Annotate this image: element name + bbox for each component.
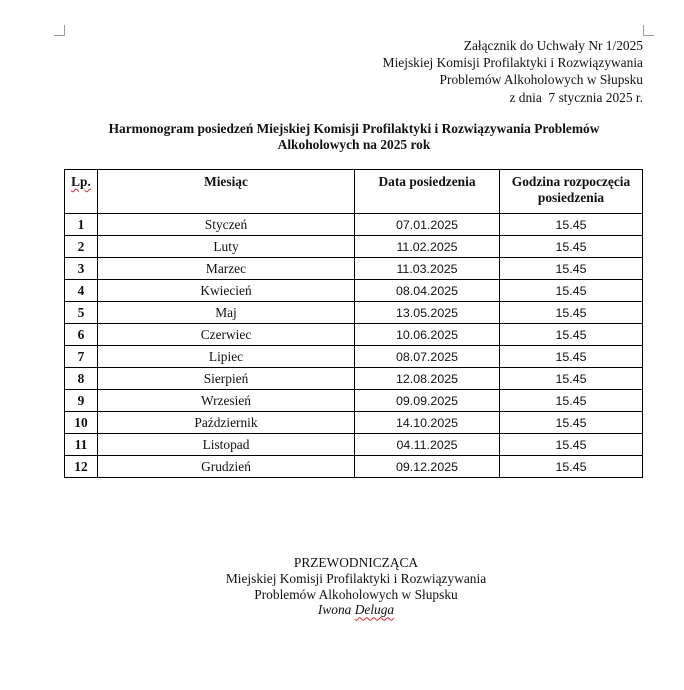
attachment-line: Załącznik do Uchwały Nr 1/2025 [463,38,643,53]
hour-cell: 15.45 [500,434,643,456]
row-number: 11 [65,434,98,456]
table-row [65,214,643,236]
table-row [65,368,643,390]
date-cell: 09.09.2025 [355,390,500,412]
date-line: z dnia 7 stycznia 2025 r. [509,89,643,105]
row-number: 9 [65,390,98,412]
hour-cell: 15.45 [500,302,643,324]
row-number: 1 [65,214,98,236]
hour-cell: 15.45 [500,412,643,434]
page-corner-mark-top-left [54,25,65,36]
date-cell: 08.07.2025 [355,346,500,368]
row-number: 10 [65,412,98,434]
month-cell: Lipiec [98,346,355,368]
signature-role: PRZEWODNICZĄCA [293,555,419,570]
month-cell: Listopad [98,434,355,456]
date-cell: 08.04.2025 [355,280,500,302]
table-row [65,324,643,346]
month-cell: Maj [98,302,355,324]
hour-cell: 15.45 [500,280,643,302]
column-header-date: Data posiedzenia [355,170,500,214]
month-cell: Wrzesień [98,390,355,412]
table-row [65,258,643,280]
date-cell: 07.01.2025 [355,214,500,236]
meeting-schedule-table [64,169,643,478]
committee-line: Miejskiej Komisji Profilaktyki i Rozwiązywania [382,55,643,71]
row-number: 8 [65,368,98,390]
month-cell: Sierpień [98,368,355,390]
month-cell: Kwiecień [98,280,355,302]
table-body [65,214,643,478]
row-number: 2 [65,236,98,258]
date-cell: 11.02.2025 [355,236,500,258]
column-header-lp: Lp. [65,170,98,214]
row-number: 6 [65,324,98,346]
date-cell: 04.11.2025 [355,434,500,456]
row-number: 5 [65,302,98,324]
hour-cell: 15.45 [500,236,643,258]
signature-name: Iwona Deluga [317,602,395,618]
table-row [65,236,643,258]
signature-committee-line: Miejskiej Komisji Profilaktyki i Rozwiązywania [225,570,487,586]
row-number: 12 [65,456,98,478]
row-number: 3 [65,258,98,280]
page-corner-mark-top-right [643,25,654,36]
hour-cell: 15.45 [500,258,643,280]
date-cell: 10.06.2025 [355,324,500,346]
hour-cell: 15.45 [500,214,643,236]
month-cell: Październik [98,412,355,434]
month-cell: Styczeń [98,214,355,236]
table-row [65,280,643,302]
table-row [65,390,643,412]
table-row [65,434,643,456]
date-cell: 14.10.2025 [355,412,500,434]
title-line-1: Harmonogram posiedzeń Miejskiej Komisji Profilaktyki i Rozwiązywania Problemów [108,121,600,136]
column-header-month: Miesiąc [98,170,355,214]
hour-cell: 15.45 [500,456,643,478]
month-cell: Luty [98,236,355,258]
table-row [65,456,643,478]
date-cell: 09.12.2025 [355,456,500,478]
committee-line-2: Problemów Alkoholowych w Słupsku [439,72,643,88]
hour-cell: 15.45 [500,368,643,390]
month-cell: Grudzień [98,456,355,478]
hour-cell: 15.45 [500,346,643,368]
table-row [65,346,643,368]
month-cell: Czerwiec [98,324,355,346]
row-number: 4 [65,280,98,302]
attachment-header [383,37,643,106]
table-row [65,302,643,324]
table-row [65,412,643,434]
document-title [60,121,648,154]
date-cell: 12.08.2025 [355,368,500,390]
table-header-row [65,170,643,214]
row-number: 7 [65,346,98,368]
month-cell: Marzec [98,258,355,280]
signature-block [60,555,652,618]
date-cell: 11.03.2025 [355,258,500,280]
hour-cell: 15.45 [500,390,643,412]
column-header-hour: Godzina rozpoczęcia posiedzenia [500,170,643,214]
title-line-2: Alkoholowych na 2025 rok [277,137,431,153]
date-cell: 13.05.2025 [355,302,500,324]
signature-committee-line-2: Problemów Alkoholowych w Słupsku [254,586,458,602]
hour-cell: 15.45 [500,324,643,346]
